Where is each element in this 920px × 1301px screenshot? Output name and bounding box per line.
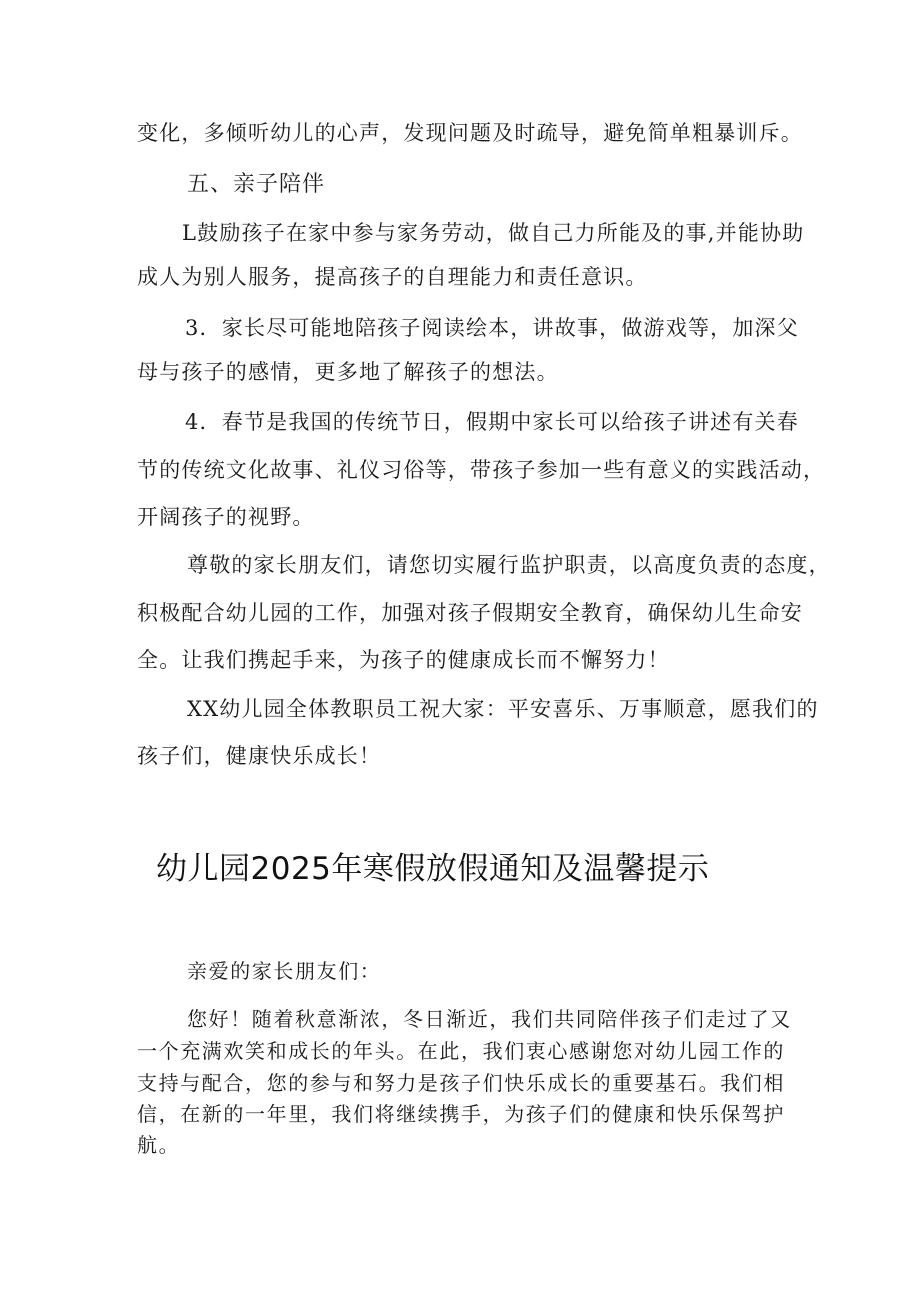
paragraph-line: 4．春节是我国的传统节日，假期中家长可以给孩子讲述有关春 [185,410,799,434]
greeting: 亲爱的家长朋友们： [187,959,382,983]
paragraph-line: 尊敬的家长朋友们，请您切实履行监护职责，以高度负责的态度， [187,553,831,577]
paragraph-line: 支持与配合，您的参与和努力是孩子们快乐成长的重要基石。我们相 [137,1071,785,1095]
paragraph-line: 变化，多倾听幼儿的心声，发现问题及时疏导，避免简单粗暴训斥。 [137,121,803,145]
paragraph-line: 孩子们，健康快乐成长！ [137,744,382,768]
paragraph-line: 成人为别人服务，提高孩子的自理能力和责任意识。 [137,265,648,289]
paragraph-line: 全。让我们携起手来，为孩子的健康成长而不懈努力！ [137,648,670,672]
paragraph-line: 您好！随着秋意渐浓，冬日渐近，我们共同陪伴孩子们走过了又 [187,1007,792,1031]
paragraph-line: 航。 [137,1133,181,1157]
paragraph-line: 母与孩子的感情，更多地了解孩子的想法。 [137,360,559,384]
paragraph-line: 一个充满欢笑和成长的年头。在此，我们衷心感谢您对幼儿园工作的 [137,1039,785,1063]
section-heading: 五、亲子陪伴 [187,172,326,197]
paragraph-line: L鼓励孩子在家中参与家务劳动，做自己力所能及的事,并能协助 [182,221,805,245]
paragraph-line: XX幼儿园全体教职员工祝大家：平安喜乐、万事顺意，愿我们的 [187,697,819,721]
paragraph-line: 3．家长尽可能地陪孩子阅读绘本，讲故事，做游戏等，加深父 [185,316,799,340]
paragraph-line: 节的传统文化故事、礼仪习俗等，带孩子参加一些有意义的实践活动， [137,458,826,482]
paragraph-line: 积极配合幼儿园的工作，加强对孩子假期安全教育，确保幼儿生命安 [137,601,803,625]
document-title: 幼儿园2025年寒假放假通知及温馨提示 [156,851,710,887]
paragraph-line: 开阔孩子的视野。 [137,505,315,529]
paragraph-line: 信，在新的一年里，我们将继续携手，为孩子们的健康和快乐保驾护 [137,1102,785,1126]
